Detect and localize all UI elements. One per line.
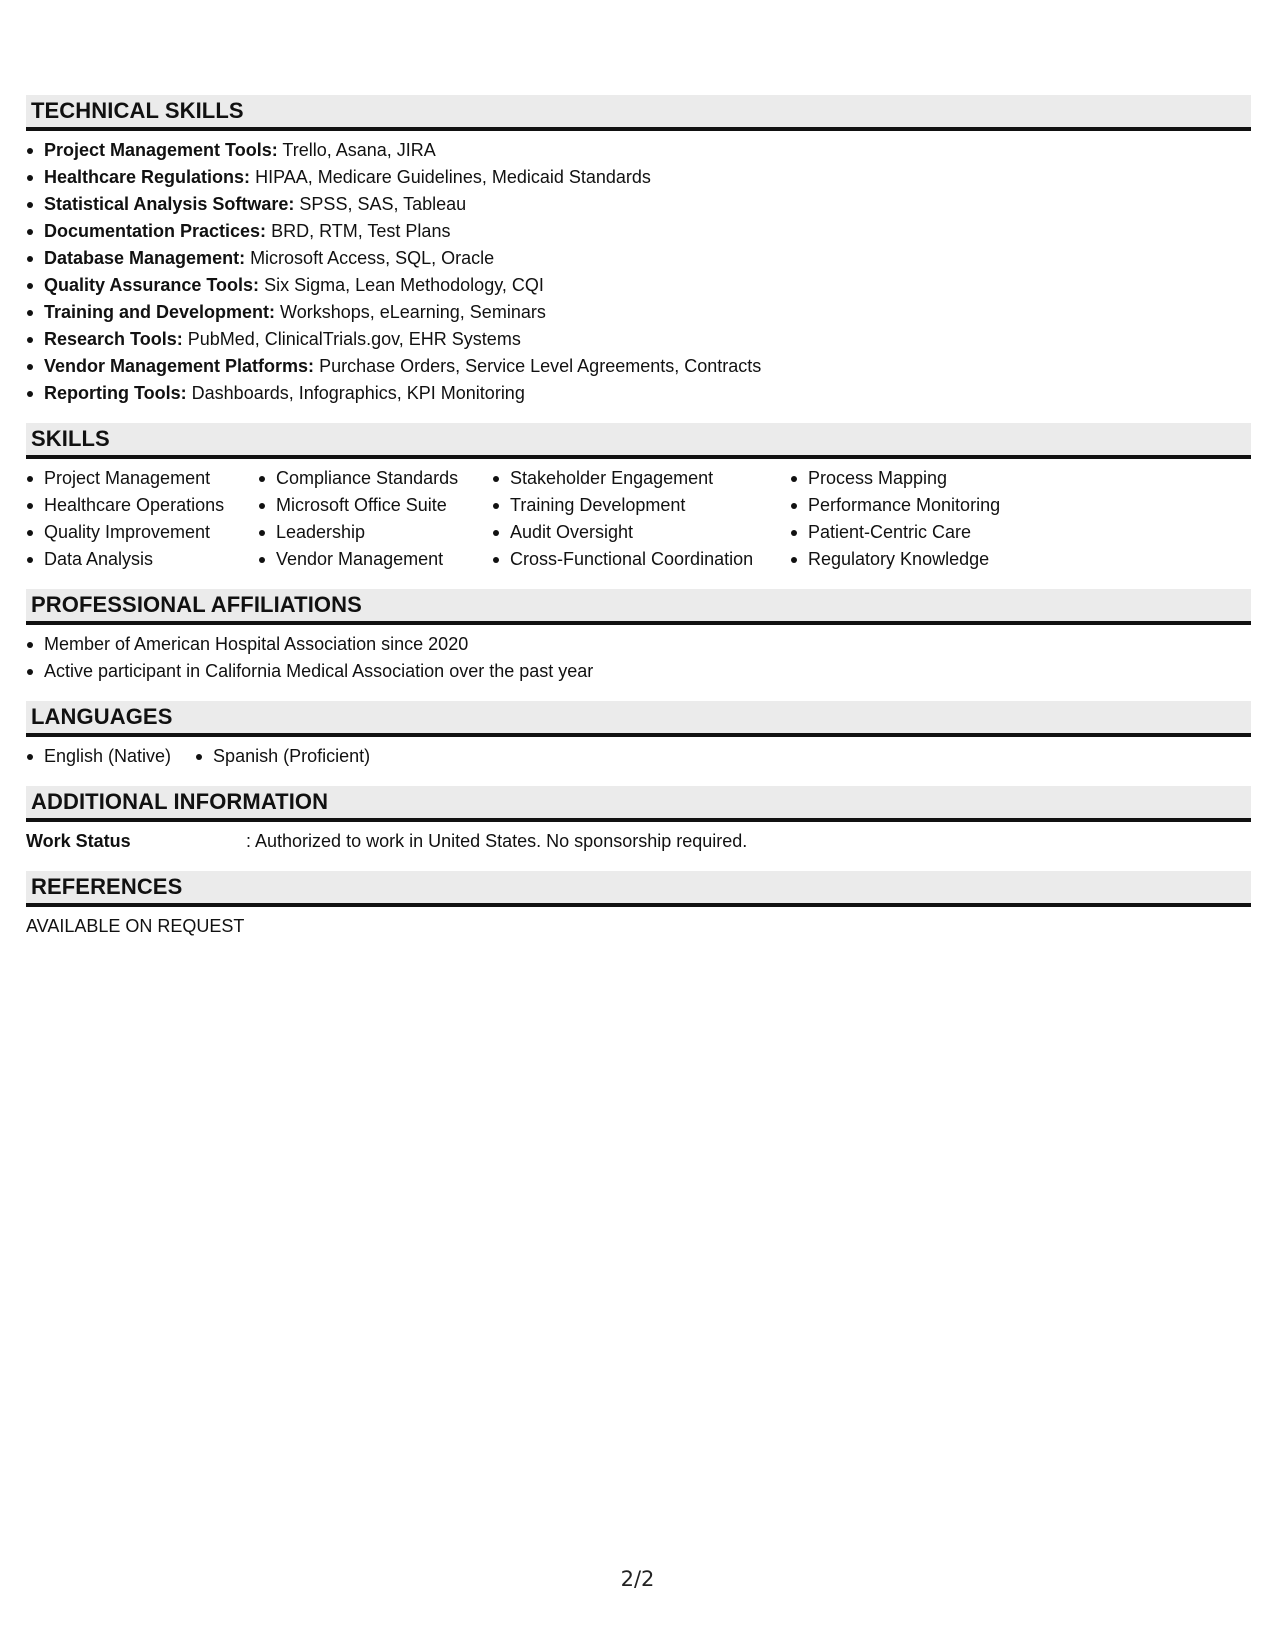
technical-skills-list: [26, 137, 1251, 407]
list-item: Microsoft Office Suite: [258, 492, 492, 519]
section-header-additional-info: ADDITIONAL INFORMATION: [26, 786, 1251, 822]
list-item: [26, 380, 1251, 407]
item-label: Statistical Analysis Software:: [44, 194, 295, 214]
work-status-label: Work Status: [26, 831, 131, 851]
list-item: Stakeholder Engagement: [492, 465, 790, 492]
item-label: Reporting Tools:: [44, 383, 187, 403]
skills-column: [492, 465, 790, 573]
item-label: Research Tools:: [44, 329, 183, 349]
list-item: Performance Monitoring: [790, 492, 1050, 519]
item-label: Quality Assurance Tools:: [44, 275, 260, 295]
section-header-technical-skills: TECHNICAL SKILLS: [26, 95, 1251, 131]
list-item: English (Native): [26, 743, 171, 770]
skills-column: [790, 465, 1050, 573]
item-value: Purchase Orders, Service Level Agreements, Contracts: [314, 356, 762, 376]
technical-skills-section: [26, 95, 1251, 423]
section-header-skills: SKILLS: [26, 423, 1251, 459]
item-value: HIPAA, Medicare Guidelines, Medicaid Standards: [250, 167, 651, 187]
resume-page: [26, 95, 1251, 956]
item-value: Six Sigma, Lean Methodology, CQI: [259, 275, 544, 295]
item-value: Microsoft Access, SQL, Oracle: [245, 248, 495, 268]
item-value: Workshops, eLearning, Seminars: [275, 302, 546, 322]
languages-list: [26, 743, 1251, 770]
list-item: Cross-Functional Coordination: [492, 546, 790, 573]
skills-section: [26, 423, 1251, 589]
skills-column: [26, 465, 258, 573]
work-status-row: [26, 828, 1251, 855]
languages-section: [26, 701, 1251, 786]
item-value: Dashboards, Infographics, KPI Monitoring: [186, 383, 525, 403]
list-item: [26, 272, 1251, 299]
list-item: Project Management: [26, 465, 258, 492]
list-item: Vendor Management: [258, 546, 492, 573]
skills-column: [258, 465, 492, 573]
item-label: Documentation Practices:: [44, 221, 267, 241]
skills-grid: [26, 465, 1251, 573]
affiliations-list: [26, 631, 1251, 685]
list-item: Patient-Centric Care: [790, 519, 1050, 546]
list-item: [26, 326, 1251, 353]
list-item: Quality Improvement: [26, 519, 258, 546]
list-item: Member of American Hospital Association since 2020: [26, 631, 1251, 658]
list-item: Training Development: [492, 492, 790, 519]
item-value: PubMed, ClinicalTrials.gov, EHR Systems: [182, 329, 521, 349]
list-item: Healthcare Operations: [26, 492, 258, 519]
list-item: [26, 137, 1251, 164]
item-label: Project Management Tools:: [44, 140, 278, 160]
item-value: Trello, Asana, JIRA: [277, 140, 436, 160]
list-item: Spanish (Proficient): [195, 743, 370, 770]
item-value: BRD, RTM, Test Plans: [266, 221, 451, 241]
list-item: Regulatory Knowledge: [790, 546, 1050, 573]
list-item: [26, 353, 1251, 380]
work-status-value: : Authorized to work in United States. No sponsorship required.: [246, 831, 748, 851]
list-item: [26, 299, 1251, 326]
list-item: Data Analysis: [26, 546, 258, 573]
references-text: AVAILABLE ON REQUEST: [26, 916, 245, 936]
list-item: Leadership: [258, 519, 492, 546]
section-header-affiliations: PROFESSIONAL AFFILIATIONS: [26, 589, 1251, 625]
item-label: Healthcare Regulations:: [44, 167, 251, 187]
item-label: Database Management:: [44, 248, 246, 268]
affiliations-section: [26, 589, 1251, 701]
additional-info-section: [26, 786, 1251, 871]
list-item: Audit Oversight: [492, 519, 790, 546]
list-item: [26, 245, 1251, 272]
list-item: [26, 191, 1251, 218]
list-item: [26, 218, 1251, 245]
item-label: Vendor Management Platforms:: [44, 356, 315, 376]
list-item: Process Mapping: [790, 465, 1050, 492]
list-item: [26, 164, 1251, 191]
list-item: Compliance Standards: [258, 465, 492, 492]
references-section: [26, 871, 1251, 956]
page-number: 2/2: [620, 1567, 655, 1591]
section-header-references: REFERENCES: [26, 871, 1251, 907]
list-item: Active participant in California Medical Association over the past year: [26, 658, 1251, 685]
item-value: SPSS, SAS, Tableau: [294, 194, 467, 214]
item-label: Training and Development:: [44, 302, 276, 322]
section-header-languages: LANGUAGES: [26, 701, 1251, 737]
